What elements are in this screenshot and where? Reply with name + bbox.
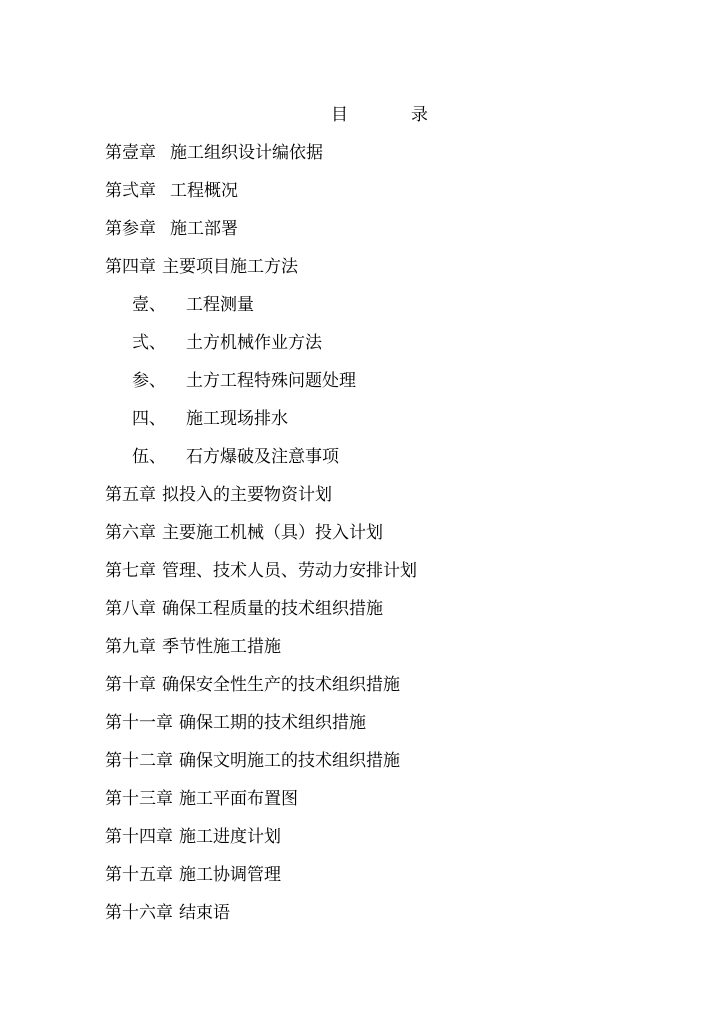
chapter-title: 施工进度计划 <box>179 827 281 847</box>
toc-entry-chapter-10 <box>105 674 705 712</box>
toc-entry-chapter-15 <box>105 864 705 902</box>
toc-entry-chapter-7 <box>105 560 705 598</box>
toc-entry-chapter-11 <box>105 712 705 750</box>
table-of-contents <box>105 142 705 940</box>
toc-entry-chapter-12 <box>105 750 705 788</box>
chapter-title: 季节性施工措施 <box>162 637 281 657</box>
toc-title-char-2: 录 <box>411 105 428 125</box>
chapter-number: 第四章 <box>105 257 156 277</box>
toc-entry-chapter-1 <box>105 142 705 180</box>
chapter-title: 结束语 <box>179 903 230 923</box>
section-number: 弍、 <box>132 333 166 353</box>
chapter-number: 第参章 <box>105 219 156 239</box>
chapter-number: 第十三章 <box>105 789 173 809</box>
chapter-number: 第十五章 <box>105 865 173 885</box>
chapter-number: 第十一章 <box>105 713 173 733</box>
toc-entry-chapter-4 <box>105 256 705 294</box>
section-number: 伍、 <box>132 447 166 467</box>
toc-entry-chapter-5 <box>105 484 705 522</box>
chapter-title: 主要项目施工方法 <box>162 257 298 277</box>
section-number: 壹、 <box>132 295 166 315</box>
toc-entry-chapter-16 <box>105 902 705 940</box>
chapter-title: 确保工程质量的技术组织措施 <box>162 599 383 619</box>
chapter-title: 确保安全性生产的技术组织措施 <box>162 675 400 695</box>
chapter-title: 确保文明施工的技术组织措施 <box>179 751 400 771</box>
chapter-number: 第十二章 <box>105 751 173 771</box>
chapter-number: 第弍章 <box>105 181 156 201</box>
chapter-number: 第十六章 <box>105 903 173 923</box>
chapter-number: 第六章 <box>105 523 156 543</box>
section-title: 施工现场排水 <box>186 409 288 429</box>
chapter-title: 管理、技术人员、劳动力安排计划 <box>162 561 417 581</box>
chapter-number: 第十章 <box>105 675 156 695</box>
chapter-number: 第八章 <box>105 599 156 619</box>
toc-entry-chapter-3 <box>105 218 705 256</box>
chapter-title: 确保工期的技术组织措施 <box>179 713 366 733</box>
chapter-title: 施工协调管理 <box>179 865 281 885</box>
section-title: 土方机械作业方法 <box>186 333 322 353</box>
toc-entry-chapter-2 <box>105 180 705 218</box>
chapter-title: 施工平面布置图 <box>179 789 298 809</box>
toc-title-char-1: 目 <box>331 105 348 125</box>
section-title: 工程测量 <box>186 295 254 315</box>
chapter-number: 第五章 <box>105 485 156 505</box>
chapter-title: 拟投入的主要物资计划 <box>162 485 332 505</box>
chapter-number: 第壹章 <box>105 143 156 163</box>
section-title: 石方爆破及注意事项 <box>186 447 339 467</box>
toc-entry-section-2 <box>105 332 705 370</box>
chapter-title: 主要施工机械（具）投入计划 <box>162 523 383 543</box>
toc-entry-section-1 <box>105 294 705 332</box>
toc-entry-chapter-8 <box>105 598 705 636</box>
toc-entry-section-4 <box>105 408 705 446</box>
toc-entry-chapter-13 <box>105 788 705 826</box>
section-number: 参、 <box>132 371 166 391</box>
toc-entry-chapter-9 <box>105 636 705 674</box>
section-number: 四、 <box>132 409 166 429</box>
chapter-title: 施工组织设计编依据 <box>170 143 323 163</box>
toc-entry-section-5 <box>105 446 705 484</box>
toc-entry-chapter-14 <box>105 826 705 864</box>
chapter-number: 第九章 <box>105 637 156 657</box>
toc-entry-chapter-6 <box>105 522 705 560</box>
chapter-number: 第十四章 <box>105 827 173 847</box>
toc-title <box>0 104 724 126</box>
section-title: 土方工程特殊问题处理 <box>186 371 356 391</box>
chapter-title: 施工部署 <box>170 219 238 239</box>
chapter-title: 工程概况 <box>170 181 238 201</box>
toc-entry-section-3 <box>105 370 705 408</box>
chapter-number: 第七章 <box>105 561 156 581</box>
